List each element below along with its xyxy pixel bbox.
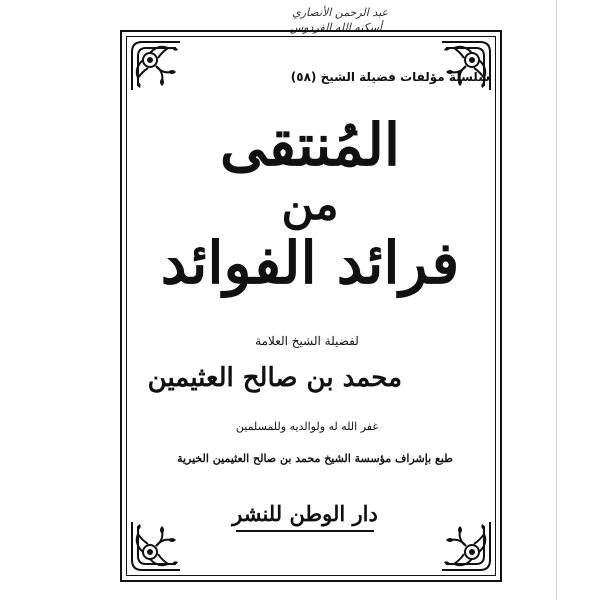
corner-ornament-icon: [438, 518, 494, 574]
printing-supervision-line: طبع بإشراف مؤسسة الشيخ محمد بن صالح العثيمين الخيرية: [177, 452, 453, 465]
author-name: محمد بن صالح العثيمين: [147, 363, 402, 393]
page-edge-line: [556, 0, 557, 600]
author-honorific: لفضيلة الشيخ العلامة: [255, 334, 359, 348]
publisher-name: دار الوطن للنشر: [232, 501, 378, 526]
author-dua: غفر الله له ولوالديه وللمسلمين: [235, 420, 379, 433]
corner-ornament-icon: [438, 38, 494, 94]
book-title-line-2: من: [281, 179, 339, 230]
book-title-line-3: فرائد الفوائد: [160, 229, 460, 297]
handwritten-note-line-2: أسكنه الله الفردوس: [289, 21, 382, 34]
book-title-line-1: المُنتقى: [219, 111, 400, 179]
publisher-underline: [236, 530, 374, 532]
series-line: سلسلة مؤلفات فضيلة الشيخ (٥٨): [290, 70, 490, 84]
corner-ornament-icon: [128, 518, 184, 574]
handwritten-note-line-1: عبد الرحمن الأنصاري: [292, 6, 388, 19]
corner-ornament-icon: [128, 38, 184, 94]
